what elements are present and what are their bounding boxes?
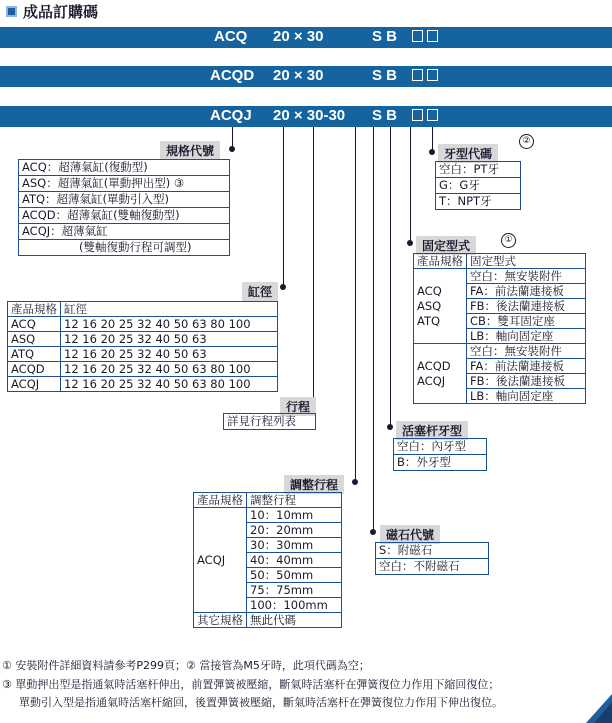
thread-code-item: 空白：PT牙 (436, 162, 520, 178)
model-code-item: ACQJ：超薄氣缸 (18, 223, 230, 239)
thread-code-title: 牙型代碼 (438, 144, 498, 163)
mount-model: ACQ (417, 283, 442, 298)
mount-header: 產品規格 (414, 254, 467, 269)
order-code-bar-acq (0, 27, 612, 48)
adjust-value: 20：20mm (247, 523, 342, 538)
model-code-title: 規格代號 (160, 141, 220, 160)
mount-option: LB：軸向固定座 (467, 329, 586, 344)
mount-option: CB：雙耳固定座 (467, 314, 586, 329)
adjust-other-label: 其它規格 (194, 613, 247, 628)
bore-table (7, 301, 278, 392)
footnote: ③ 單動押出型是指通氣時活塞杆伸出，前置彈簧被壓縮，斷氣時活塞杆在彈簧復位力作用下縮回復位； (2, 678, 500, 691)
adjust-header: 產品規格 (194, 493, 247, 508)
adjust-value: 50：50mm (247, 568, 342, 583)
section-title (6, 0, 98, 22)
stroke-title: 行程 (280, 397, 316, 416)
mount-models-group1 (414, 269, 467, 344)
bore-model: ACQ (8, 317, 61, 332)
mount-header: 固定型式 (467, 254, 586, 269)
bore-values: 12 16 20 25 32 40 50 63 80 100 (61, 317, 278, 332)
rod-thread-item: 空白：內牙型 (394, 439, 486, 455)
stroke-box (223, 413, 316, 430)
model-code-item: ATQ：超薄氣缸(單動引入型) (18, 191, 230, 207)
model-code-item: (雙軸復動行程可調型) (18, 239, 230, 256)
bore-model: ACQD (8, 362, 61, 377)
model-code-item: ACQD：超薄氣缸(雙軸復動型) (18, 207, 230, 223)
model-code-list (18, 159, 230, 256)
order-code-bar-acqd (0, 66, 612, 87)
mount-option: 空白：無安裝附件 (467, 269, 586, 284)
mount-model: ATQ (417, 313, 441, 328)
adjust-value: 30：30mm (247, 538, 342, 553)
note-circle-icon: ② (519, 134, 534, 149)
adjust-value: 40：40mm (247, 553, 342, 568)
adjust-stroke-table (193, 492, 342, 628)
mount-option: FB：後法蘭連接板 (467, 374, 586, 389)
order-suffix: S B (372, 28, 398, 45)
thread-code-list (435, 161, 521, 210)
bore-header: 產品規格 (8, 302, 61, 317)
adjust-header: 調整行程 (247, 493, 342, 508)
stroke-value: 詳見行程列表 (227, 414, 296, 428)
rod-thread-title: 活塞杆牙型 (396, 421, 468, 440)
square-bullet-icon (6, 6, 17, 17)
mount-option: 空白：無安裝附件 (467, 344, 586, 359)
adjust-value: 100：100mm (247, 598, 342, 613)
mount-models-group2 (414, 344, 467, 404)
blank-box-icon (412, 107, 438, 124)
adjust-model: ACQJ (194, 508, 247, 613)
mount-title: 固定型式 (416, 236, 476, 255)
mount-option: FB：後法蘭連接板 (467, 299, 586, 314)
adjust-other-value: 無此代碼 (247, 613, 342, 628)
bore-model: ATQ (8, 347, 61, 362)
mount-table (413, 253, 586, 404)
adjust-stroke-title: 調整行程 (284, 475, 344, 494)
page-corner-icon (586, 694, 612, 723)
bore-values: 12 16 20 25 32 40 50 63 80 100 (61, 362, 278, 377)
order-size: 20 × 30 (273, 28, 324, 45)
bore-model: ASQ (8, 332, 61, 347)
order-size: 20 × 30 (273, 67, 324, 84)
mount-model: ASQ (417, 298, 442, 313)
blank-box-icon (412, 28, 438, 45)
section-title-text: 成品訂購碼 (23, 2, 99, 21)
mount-option: FA：前法蘭連接板 (467, 359, 586, 374)
magnet-item: 空白：不附磁石 (379, 559, 460, 573)
model-code-item: ASQ：超薄氣缸(單動押出型) ③ (18, 175, 230, 191)
rod-thread-item: B：外牙型 (397, 455, 451, 469)
order-code-bar-acqj (0, 106, 612, 127)
rod-thread-list (393, 438, 487, 471)
note-circle-icon: ① (501, 233, 516, 248)
order-suffix: S B (372, 67, 398, 84)
magnet-title: 磁石代號 (380, 525, 440, 544)
bore-header: 缸徑 (61, 302, 278, 317)
order-suffix: S B (372, 107, 398, 124)
order-size: 20 × 30-30 (273, 107, 346, 124)
bore-title: 缸徑 (242, 282, 278, 301)
blank-box-icon (412, 67, 438, 84)
adjust-value: 10：10mm (247, 508, 342, 523)
mount-option: FA：前法蘭連接板 (467, 284, 586, 299)
thread-code-item: T：NPT牙 (439, 194, 492, 208)
bore-values: 12 16 20 25 32 40 50 63 (61, 332, 278, 347)
order-model: ACQ (214, 28, 248, 45)
footnote: 單動引入型是指通氣時活塞杆縮回，後置彈簧被壓縮，斷氣時活塞杆在彈簧復位力作用下伸出復位。 (19, 696, 503, 709)
bore-model: ACQJ (8, 377, 61, 392)
bore-values: 12 16 20 25 32 40 50 63 (61, 347, 278, 362)
bore-values: 12 16 20 25 32 40 50 63 80 100 (61, 377, 278, 392)
mount-option: LB：軸向固定座 (467, 389, 586, 404)
mount-model: ACQD (417, 358, 451, 373)
footnote: ① 安裝附件詳細資料請參考P299頁；② 當接管為M5牙時，此項代碼為空； (2, 659, 370, 672)
order-model: ACQJ (210, 107, 252, 124)
model-code-item: ACQ：超薄氣缸(復動型) (18, 159, 230, 175)
mount-model: ACQJ (417, 373, 446, 388)
thread-code-item: G：G牙 (436, 178, 520, 194)
magnet-item: S：附磁石 (376, 543, 488, 559)
magnet-list (375, 542, 489, 575)
adjust-value: 75：75mm (247, 583, 342, 598)
order-model: ACQD (210, 67, 255, 84)
